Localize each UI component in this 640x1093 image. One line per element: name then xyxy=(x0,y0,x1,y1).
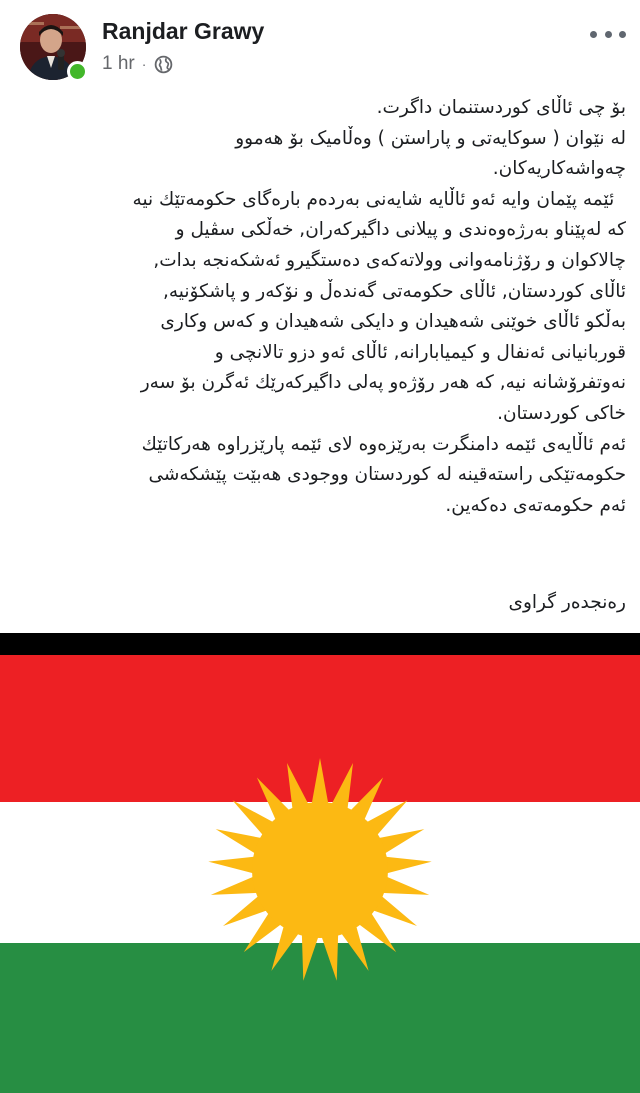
post-text-line: ئاڵای کوردستان, ئاڵای حکومەتی گەندەڵ و نۆکەر و پاشکۆنیە, xyxy=(163,280,626,302)
more-dot xyxy=(619,31,626,38)
post-text-line: ئێمە پێمان وایە ئەو ئاڵایە شایەنی بەردەم بارەگای حکومەتێك نیە xyxy=(132,188,626,210)
more-dot xyxy=(605,31,612,38)
post-signature: رەنجدەر گراوی xyxy=(508,592,626,613)
flag-top-band xyxy=(0,633,640,655)
post-image-kurdistan-flag[interactable] xyxy=(0,633,640,1093)
sun-disc xyxy=(252,802,388,938)
post-text-line: نەوتفرۆشانە نیە, کە هەر رۆژەو پەلی داگیرکەرێك ئەگرن بۆ سەر xyxy=(140,372,626,394)
post-text-line: قوربانیانی ئەنفال و کیمیابارانە, ئاڵای ئەو دزو تالانچی و xyxy=(214,341,626,363)
post-body xyxy=(14,93,626,521)
post-header xyxy=(0,0,640,90)
post-text-line: ئەم حکومەتەی دەکەین. xyxy=(445,494,626,516)
more-options-icon[interactable] xyxy=(590,22,626,46)
author-name[interactable]: Ranjdar Grawy xyxy=(102,18,265,44)
post-text-line: بەڵکو ئاڵای خوێنی شەهیدان و دایکی شەهیدان و کەس وکاری xyxy=(160,311,626,333)
post-text-line: خاکی کوردستان. xyxy=(497,402,626,424)
post-text-line: چالاکوان و رۆژنامەوانی وولاتەکەی دەستگیرو ئەشکەنجە بدات, xyxy=(153,249,626,271)
post-text-line: کە لەپێناو بەرژەوەندی و پیلانی داگیرکەران, خەڵکی سڤیل و xyxy=(175,219,626,241)
post-text-line: لە نێوان ( سوکایەتی و پاراستن ) وەڵامیک بۆ هەموو xyxy=(235,127,626,149)
globe-icon[interactable] xyxy=(154,55,173,74)
post-text-line: حکومەتێکی راستەقینە لە کوردستان ووجودی هەبێت پێشکەشی xyxy=(148,464,626,486)
more-dot xyxy=(590,31,597,38)
online-status-dot xyxy=(67,61,88,82)
post-text-line: ئەم ئاڵایەی ئێمە دامنگرت بەرێزەوە لای ئێمە پارێزراوە هەرکاتێك xyxy=(141,433,626,455)
post-meta xyxy=(102,52,173,76)
flag-green-stripe xyxy=(0,943,640,1093)
post-text-line: بۆ چی ئاڵای کوردستنمان داگرت. xyxy=(376,97,626,118)
meta-separator: · xyxy=(141,56,147,72)
post-timestamp[interactable]: 1 hr xyxy=(102,53,135,74)
kurdistan-flag xyxy=(0,633,640,1093)
post-text-line: چەواشەکاریەکان. xyxy=(492,158,626,180)
